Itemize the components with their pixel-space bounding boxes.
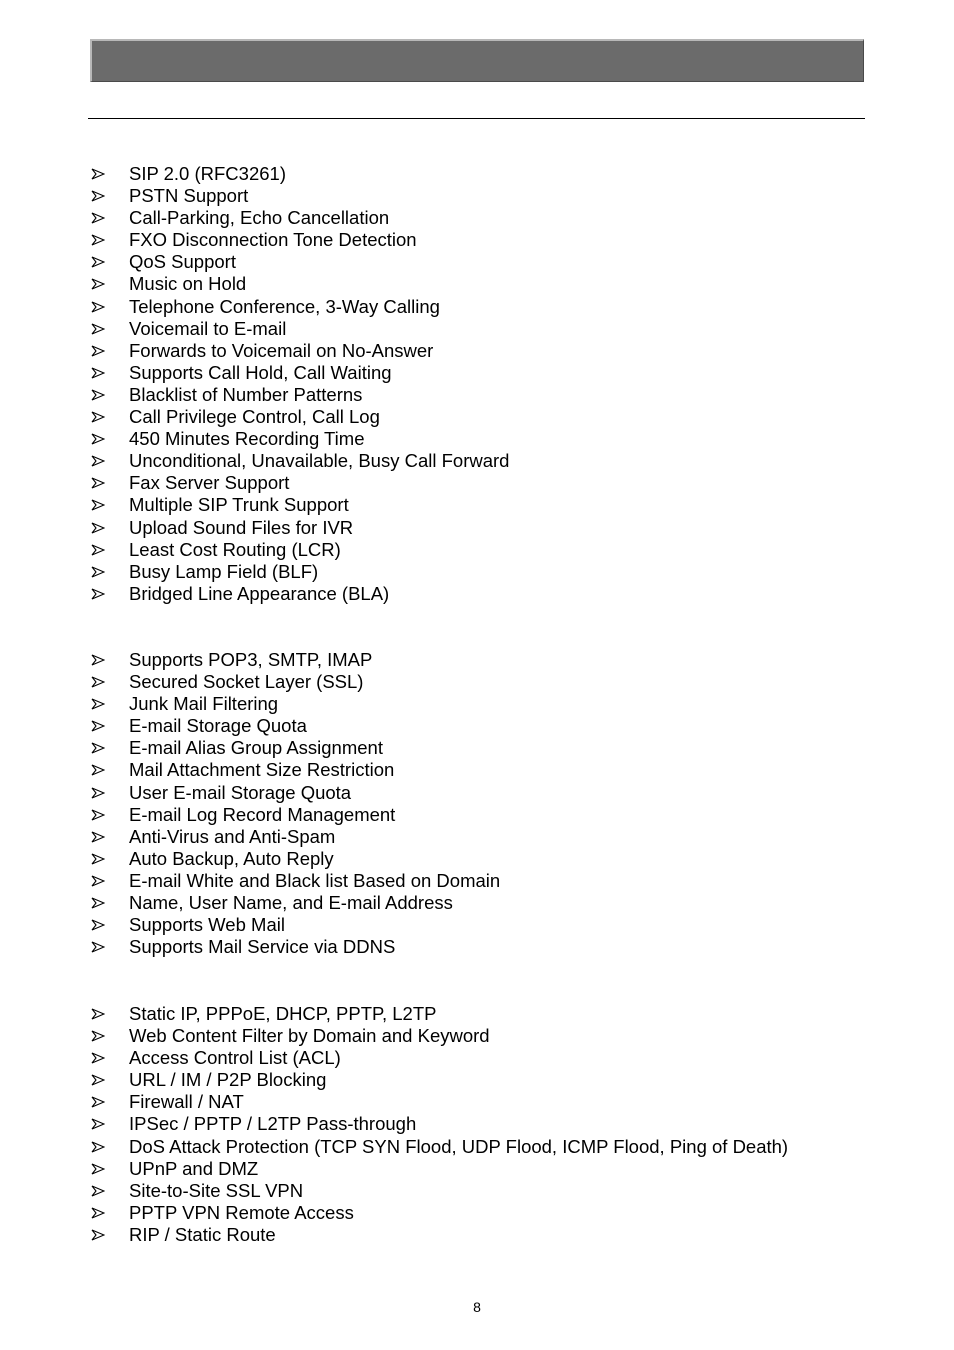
arrowhead-bullet-icon (90, 826, 106, 848)
list-item-text: Multiple SIP Trunk Support (129, 494, 349, 516)
arrowhead-bullet-icon (90, 362, 106, 384)
arrowhead-bullet-icon (90, 1180, 106, 1202)
list-item-text: PPTP VPN Remote Access (129, 1201, 354, 1223)
list-item-text: Call Privilege Control, Call Log (129, 406, 380, 428)
arrowhead-bullet-icon (90, 251, 106, 273)
list-item-text: PSTN Support (129, 185, 249, 207)
arrowhead-bullet-icon (90, 561, 106, 583)
list-item-text: Least Cost Routing (LCR) (129, 538, 341, 560)
arrowhead-bullet-icon (90, 1224, 106, 1246)
list-item-text: Name, User Name, and E-mail Address (129, 892, 453, 914)
arrowhead-bullet-icon (90, 693, 106, 715)
arrowhead-bullet-icon (90, 1003, 106, 1025)
list-item-text: Anti-Virus and Anti-Spam (129, 825, 336, 847)
list-item-text: FXO Disconnection Tone Detection (129, 229, 417, 251)
chapter-header-bar (90, 39, 864, 82)
arrowhead-bullet-icon (90, 671, 106, 693)
arrowhead-bullet-icon (90, 848, 106, 870)
list-item-text: Voicemail to E-mail (129, 317, 287, 339)
list-item-text: Static IP, PPPoE, DHCP, PPTP, L2TP (129, 1003, 437, 1024)
arrowhead-bullet-icon (90, 1047, 106, 1069)
list-item-text: Supports Web Mail (129, 914, 285, 936)
list-item-text: UPnP and DMZ (129, 1157, 259, 1179)
arrowhead-bullet-icon (90, 936, 106, 958)
arrowhead-bullet-icon (90, 384, 106, 406)
page-number: 8 (473, 1299, 481, 1315)
arrowhead-bullet-icon (90, 1113, 106, 1135)
arrowhead-bullet-icon (90, 870, 106, 892)
arrowhead-bullet-icon (90, 517, 106, 539)
arrowhead-bullet-icon (90, 296, 106, 318)
arrowhead-bullet-icon (90, 759, 106, 781)
arrowhead-bullet-icon (90, 428, 106, 450)
arrowhead-bullet-icon (90, 185, 106, 207)
list-item-text: E-mail Alias Group Assignment (129, 737, 383, 759)
list-item-text: Bridged Line Appearance (BLA) (129, 582, 390, 604)
arrowhead-bullet-icon (90, 737, 106, 759)
arrowhead-bullet-icon (90, 318, 106, 340)
list-item-text: User E-mail Storage Quota (129, 781, 352, 803)
arrowhead-bullet-icon (90, 1136, 106, 1158)
list-item-text: Forwards to Voicemail on No-Answer (129, 339, 434, 361)
arrowhead-bullet-icon (90, 163, 106, 185)
header-divider (88, 118, 865, 119)
arrowhead-bullet-icon (90, 1069, 106, 1091)
list-item-text: Supports Call Hold, Call Waiting (129, 361, 392, 383)
list-item-text: QoS Support (129, 251, 236, 273)
list-item-text: Site-to-Site SSL VPN (129, 1179, 304, 1201)
list-item-text: Firewall / NAT (129, 1091, 244, 1113)
list-item-text: Upload Sound Files for IVR (129, 516, 354, 538)
arrowhead-bullet-icon (90, 273, 106, 295)
list-item-text: Call-Parking, Echo Cancellation (129, 207, 390, 229)
arrowhead-bullet-icon (90, 892, 106, 914)
arrowhead-bullet-icon (90, 340, 106, 362)
arrowhead-bullet-icon (90, 583, 106, 605)
list-item-text: 450 Minutes Recording Time (129, 428, 365, 450)
arrowhead-bullet-icon (90, 406, 106, 428)
arrowhead-bullet-icon (90, 539, 106, 561)
list-item-text: Access Control List (ACL) (129, 1047, 341, 1069)
list-item-text: Junk Mail Filtering (129, 693, 279, 715)
arrowhead-bullet-icon (90, 914, 106, 936)
arrowhead-bullet-icon (90, 649, 106, 671)
list-item-text: Supports Mail Service via DDNS (129, 936, 396, 958)
arrowhead-bullet-icon (90, 472, 106, 494)
list-item-text: Mail Attachment Size Restriction (129, 759, 395, 781)
arrowhead-bullet-icon (90, 804, 106, 826)
list-item-text: Music on Hold (129, 273, 247, 295)
list-item-text: Web Content Filter by Domain and Keyword (129, 1025, 490, 1047)
list-item-text: Secured Socket Layer (SSL) (129, 671, 364, 693)
list-item-text: DoS Attack Protection (TCP SYN Flood, UDP Flood, ICMP Flood, Ping of Death) (129, 1135, 789, 1157)
arrowhead-bullet-icon (90, 782, 106, 804)
list-item-text: E-mail Storage Quota (129, 715, 307, 737)
list-item-text: E-mail Log Record Management (129, 803, 396, 825)
list-item-text: URL / IM / P2P Blocking (129, 1069, 327, 1091)
arrowhead-bullet-icon (90, 1091, 106, 1113)
list-item-text: Blacklist of Number Patterns (129, 383, 363, 405)
list-item-text: SIP 2.0 (RFC3261) (129, 163, 286, 184)
list-item-text: E-mail White and Black list Based on Domain (129, 869, 501, 891)
list-item-text: Fax Server Support (129, 472, 290, 494)
arrowhead-bullet-icon (90, 1025, 106, 1047)
list-item-text: IPSec / PPTP / L2TP Pass-through (129, 1113, 417, 1135)
list-item-text: RIP / Static Route (129, 1223, 276, 1245)
list-item-text: Telephone Conference, 3-Way Calling (129, 295, 440, 317)
arrowhead-bullet-icon (90, 715, 106, 737)
arrowhead-bullet-icon (90, 207, 106, 229)
list-item-text: Busy Lamp Field (BLF) (129, 560, 319, 582)
list-item-text: Auto Backup, Auto Reply (129, 847, 334, 869)
list-item-text: Unconditional, Unavailable, Busy Call Forward (129, 450, 510, 472)
arrowhead-bullet-icon (90, 1158, 106, 1180)
arrowhead-bullet-icon (90, 229, 106, 251)
list-item-text: Supports POP3, SMTP, IMAP (129, 649, 373, 670)
arrowhead-bullet-icon (90, 1202, 106, 1224)
arrowhead-bullet-icon (90, 450, 106, 472)
arrowhead-bullet-icon (90, 494, 106, 516)
